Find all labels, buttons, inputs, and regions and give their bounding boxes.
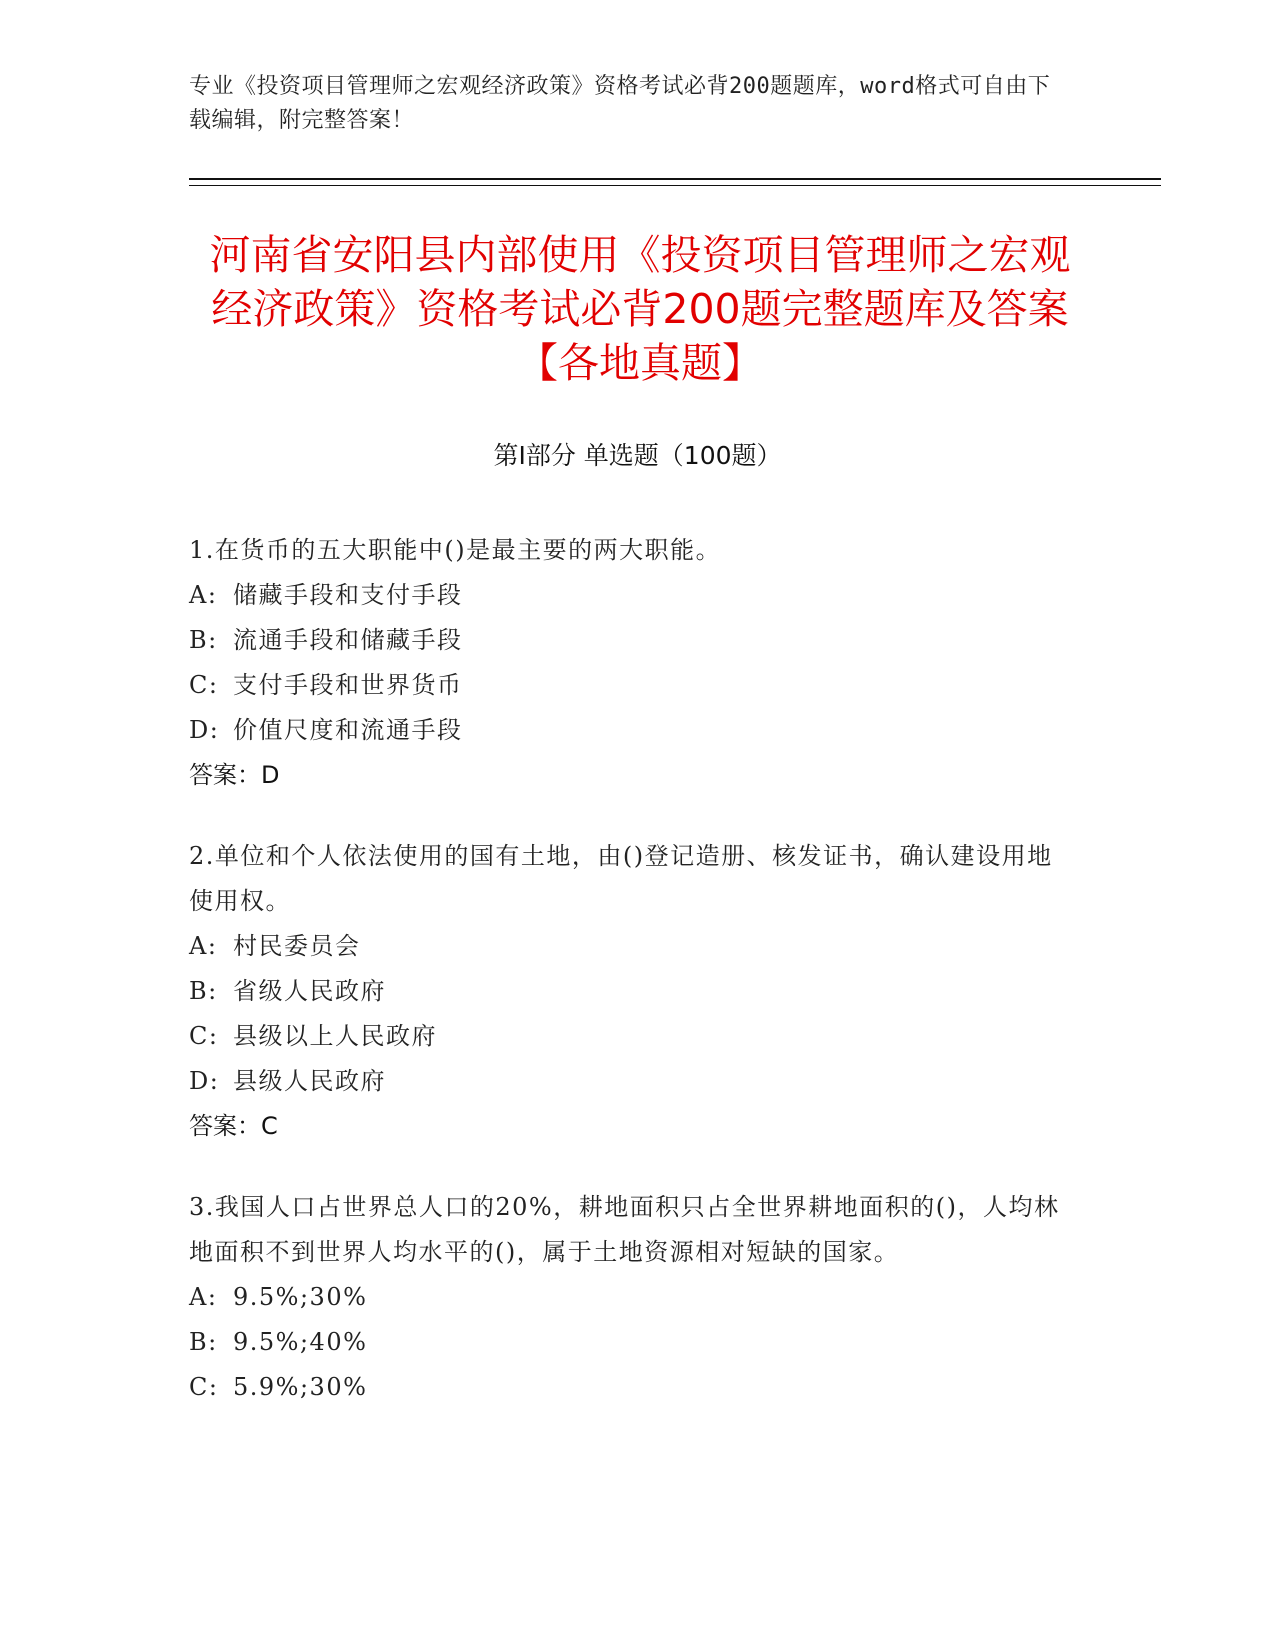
option-a — [189, 924, 1069, 969]
option-text: 县级人民政府 — [233, 1067, 386, 1095]
option-c — [189, 1365, 1069, 1410]
option-text: 5.9%;30% — [233, 1373, 368, 1401]
option-letter: A: — [189, 1283, 218, 1311]
option-letter: D: — [189, 716, 220, 744]
section-title: 第Ⅰ部分 单选题（100题） — [493, 441, 782, 470]
option-letter: A: — [189, 581, 218, 609]
option-letter: D: — [189, 1067, 220, 1095]
option-letter: C: — [189, 1373, 219, 1401]
option-text: 县级以上人民政府 — [233, 1022, 437, 1050]
option-d — [189, 1059, 1069, 1104]
option-letter: B: — [189, 626, 218, 654]
option-b — [189, 1320, 1069, 1365]
option-d — [189, 708, 1069, 753]
option-letter: C: — [189, 1022, 219, 1050]
header-rule-thin — [189, 185, 1161, 186]
question-stem: 1.在货币的五大职能中()是最主要的两大职能。 — [189, 536, 722, 564]
option-text: 9.5%;40% — [233, 1328, 368, 1356]
header-rule-thick — [189, 178, 1161, 180]
option-letter: B: — [189, 977, 218, 1005]
answer-line: 答案：D — [189, 761, 280, 789]
option-a — [189, 573, 1069, 618]
question-stem: 3.我国人口占世界总人口的20%，耕地面积只占全世界耕地面积的()，人均林地面积不到世界人均水平的()，属于土地资源相对短缺的国家。 — [189, 1193, 1060, 1266]
option-c — [189, 1014, 1069, 1059]
option-text: 价值尺度和流通手段 — [233, 716, 463, 744]
option-a — [189, 1275, 1069, 1320]
option-b — [189, 618, 1069, 663]
question-list — [189, 528, 1069, 1446]
header-note: 专业《投资项目管理师之宏观经济政策》资格考试必背200题题库，word格式可自由下载编辑，附完整答案！ — [189, 74, 1051, 133]
question-stem: 2.单位和个人依法使用的国有土地，由()登记造册、核发证书，确认建设用地使用权。 — [189, 842, 1053, 915]
option-letter: C: — [189, 671, 219, 699]
option-text: 支付手段和世界货币 — [233, 671, 463, 699]
option-text: 流通手段和储藏手段 — [233, 626, 463, 654]
document-title: 河南省安阳县内部使用《投资项目管理师之宏观经济政策》资格考试必背200题完整题库及答案【各地真题】 — [209, 231, 1071, 387]
option-text: 9.5%;30% — [233, 1283, 368, 1311]
option-text: 村民委员会 — [233, 932, 361, 960]
option-text: 储藏手段和支付手段 — [233, 581, 463, 609]
option-b — [189, 969, 1069, 1014]
question-2 — [189, 834, 1069, 1149]
question-3 — [189, 1185, 1069, 1410]
option-c — [189, 663, 1069, 708]
answer-line: 答案：C — [189, 1112, 278, 1140]
question-1 — [189, 528, 1069, 798]
option-text: 省级人民政府 — [233, 977, 386, 1005]
option-letter: A: — [189, 932, 218, 960]
option-letter: B: — [189, 1328, 218, 1356]
